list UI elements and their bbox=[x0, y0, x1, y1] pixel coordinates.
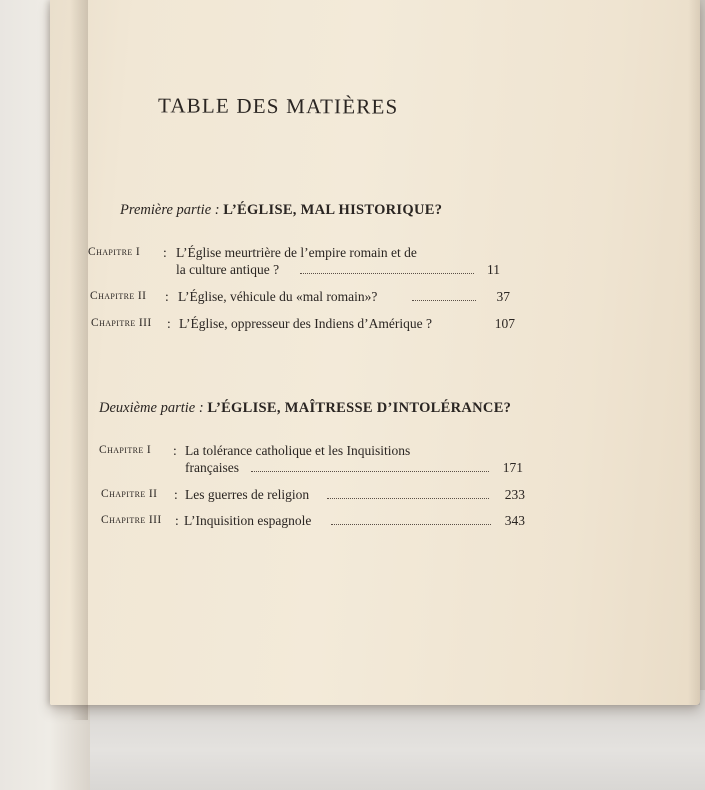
chapter-separator: : bbox=[175, 513, 179, 528]
chapter-title: L’Église, véhicule du «mal romain»? bbox=[178, 289, 378, 304]
part-2-label: Deuxième partie : bbox=[99, 400, 204, 416]
page-number: 107 bbox=[494, 316, 515, 331]
chapter-title-continued: françaises bbox=[185, 460, 239, 475]
chapter-number: Chapitre I bbox=[99, 444, 152, 456]
toc-entry bbox=[91, 315, 515, 333]
dot-leader bbox=[327, 498, 489, 499]
chapter-number: Chapitre I bbox=[88, 246, 141, 258]
chapter-separator: : bbox=[165, 289, 169, 304]
chapter-title: La tolérance catholique et les Inquisitions bbox=[185, 443, 411, 458]
toc-entry bbox=[101, 486, 525, 504]
toc-entry bbox=[90, 288, 510, 306]
toc-entry bbox=[88, 244, 500, 280]
chapter-title-continued: la culture antique ? bbox=[176, 262, 280, 277]
page-number: 37 bbox=[496, 289, 510, 304]
book-page bbox=[50, 0, 700, 705]
toc-entry bbox=[99, 442, 523, 478]
chapter-separator: : bbox=[173, 443, 177, 458]
part-1-label: Première partie : bbox=[120, 202, 220, 218]
chapter-title: L’Inquisition espagnole bbox=[184, 513, 312, 528]
page-title: TABLE DES MATIÈRES bbox=[157, 93, 399, 119]
page-number: 343 bbox=[504, 513, 525, 528]
part-2-title: L’ÉGLISE, MAÎTRESSE D’INTOLÉRANCE? bbox=[207, 400, 512, 416]
chapter-separator: : bbox=[174, 487, 178, 502]
chapter-title: L’Église, oppresseur des Indiens d’Amérique ? bbox=[179, 316, 432, 331]
chapter-title: L’Église meurtrière de l’empire romain et de bbox=[176, 245, 417, 260]
chapter-title: Les guerres de religion bbox=[185, 487, 310, 502]
page-number: 233 bbox=[504, 487, 525, 502]
chapter-separator: : bbox=[167, 316, 171, 331]
dot-leader bbox=[412, 300, 476, 301]
part-2-heading bbox=[99, 400, 511, 417]
part-1-title: L’ÉGLISE, MAL HISTORIQUE? bbox=[223, 202, 443, 218]
chapter-number: Chapitre III bbox=[91, 317, 152, 329]
dot-leader bbox=[251, 471, 489, 472]
table-surface bbox=[0, 690, 705, 790]
page-gutter-shadow bbox=[70, 0, 88, 720]
page-number: 11 bbox=[487, 262, 500, 277]
page-number: 171 bbox=[502, 460, 523, 475]
page-edge-shadow bbox=[688, 0, 700, 705]
chapter-separator: : bbox=[163, 245, 167, 260]
dot-leader bbox=[300, 273, 474, 274]
toc-entry bbox=[101, 512, 525, 530]
chapter-number: Chapitre II bbox=[90, 290, 147, 302]
part-1-heading bbox=[120, 202, 442, 219]
dot-leader bbox=[331, 524, 491, 525]
chapter-number: Chapitre III bbox=[101, 514, 162, 526]
chapter-number: Chapitre II bbox=[101, 488, 158, 500]
